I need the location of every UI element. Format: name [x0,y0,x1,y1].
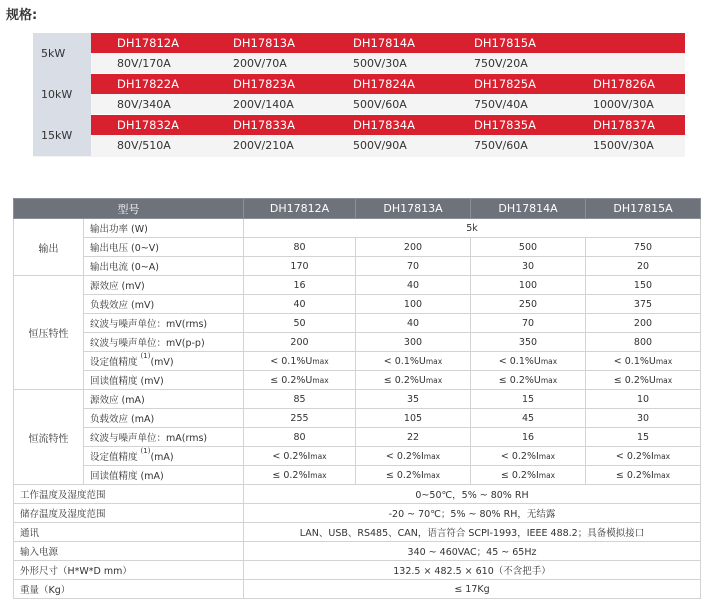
model-rating: 750V/60A [474,139,528,152]
cell-value: 100 [471,276,586,295]
model-rating: 200V/140A [233,98,294,111]
cell-value: 5k [244,219,701,238]
model-name: DH17832A [117,118,179,132]
header-col: DH17815A [586,199,701,219]
cell-value: ≤ 17Kg [244,580,701,599]
table-row [14,238,701,257]
row-label: 通讯 [14,523,244,542]
model-name: DH17833A [233,118,295,132]
header-col: DH17813A [356,199,471,219]
cell-value: 350 [471,333,586,352]
footnote-mark: (1) [140,352,151,360]
cell-value: 15 [586,428,701,447]
model-name: DH17826A [593,77,655,91]
cell-value: < 0.2%Imax [471,447,586,466]
cell-value: 750 [586,238,701,257]
group-cv: 恒压特性 [14,276,84,390]
cell-value: 200 [244,333,356,352]
model-rating: 1500V/30A [593,139,654,152]
row-label: 源效应 (mV) [84,276,244,295]
cell-value: -20 ~ 70℃；5% ~ 80% RH，无结露 [244,504,701,523]
model-rating: 80V/170A [117,57,171,70]
table-row [14,466,701,485]
model-name: DH17815A [474,36,536,50]
matrix-row [33,115,685,156]
spec-heading: 规格: [6,8,38,23]
cell-value: 105 [356,409,471,428]
row-label: 输出电流 (0~A) [84,257,244,276]
cell-value: 10 [586,390,701,409]
cell-value: 80 [244,428,356,447]
table-row [14,371,701,390]
cell-value: < 0.1%Umax [244,352,356,371]
cell-value: 375 [586,295,701,314]
row-label: 输出电压 (0~V) [84,238,244,257]
model-name: DH17814A [353,36,415,50]
cell-value: 170 [244,257,356,276]
cell-value: 250 [471,295,586,314]
row-label: 源效应 (mA) [84,390,244,409]
row-label: 负载效应 (mA) [84,409,244,428]
table-row [14,352,701,371]
cell-value: 16 [244,276,356,295]
cell-value: 800 [586,333,701,352]
model-name: DH17823A [233,77,295,91]
table-row [14,409,701,428]
model-name: DH17813A [233,36,295,50]
cell-value: 150 [586,276,701,295]
model-name: DH17824A [353,77,415,91]
cell-value: < 0.1%Umax [356,352,471,371]
model-rating: 200V/70A [233,57,287,70]
model-rating: 1000V/30A [593,98,654,111]
cell-value: ≤ 0.2%Umax [244,371,356,390]
cell-value: ≤ 0.2%Umax [356,371,471,390]
table-row [14,561,701,580]
cell-value: 70 [356,257,471,276]
matrix-row [33,33,685,74]
model-name: DH17837A [593,118,655,132]
table-row [14,219,701,238]
group-output: 输出 [14,219,84,276]
cell-value: 40 [356,314,471,333]
cell-value: 70 [471,314,586,333]
row-label: 负载效应 (mV) [84,295,244,314]
model-name: DH17812A [117,36,179,50]
cell-value: ≤ 0.2%Imax [586,466,701,485]
cell-value: 0~50℃，5% ~ 80% RH [244,485,701,504]
cell-value: 45 [471,409,586,428]
cell-value: 500 [471,238,586,257]
row-label: 输出功率 (W) [84,219,244,238]
cell-value: 100 [356,295,471,314]
table-row [14,333,701,352]
model-rating: 500V/30A [353,57,407,70]
row-label [84,352,244,371]
header-col: DH17812A [244,199,356,219]
model-rating: 750V/40A [474,98,528,111]
cell-value: ≤ 0.2%Umax [471,371,586,390]
spec-header-row [14,199,701,219]
table-row [14,504,701,523]
row-label: 重量（Kg） [14,580,244,599]
cell-value: 16 [471,428,586,447]
table-row [14,295,701,314]
label-unit: (mV) [150,357,174,368]
cell-value: 200 [356,238,471,257]
table-row [14,447,701,466]
row-label [84,447,244,466]
cell-value: 80 [244,238,356,257]
cell-value: 20 [586,257,701,276]
cell-value: 30 [471,257,586,276]
cell-value: 22 [356,428,471,447]
row-label: 纹波与噪声单位：mA(rms) [84,428,244,447]
row-label: 纹波与噪声单位：mV(p-p) [84,333,244,352]
model-name: DH17834A [353,118,415,132]
row-label: 输入电源 [14,542,244,561]
power-label: 15kW [33,115,91,156]
power-label: 10kW [33,74,91,115]
row-label: 储存温度及湿度范围 [14,504,244,523]
row-label: 纹波与噪声单位：mV(rms) [84,314,244,333]
cell-value: < 0.2%Imax [356,447,471,466]
table-row [14,390,701,409]
cell-value: 300 [356,333,471,352]
cell-value: 15 [471,390,586,409]
label-text: 设定值精度 [90,357,141,368]
header-col: DH17814A [471,199,586,219]
row-label: 外形尺寸（H*W*D mm） [14,561,244,580]
table-row [14,485,701,504]
cell-value: ≤ 0.2%Umax [586,371,701,390]
table-row [14,523,701,542]
cell-value: < 0.2%Imax [586,447,701,466]
cell-value: 255 [244,409,356,428]
model-rating: 750V/20A [474,57,528,70]
cell-value: LAN、USB、RS485、CAN，语言符合 SCPI-1993，IEEE 488.2；具备模拟接口 [244,523,701,542]
label-unit: (mA) [150,452,174,463]
spec-table [13,198,701,599]
cell-value: < 0.2%Imax [244,447,356,466]
cell-value: < 0.1%Umax [471,352,586,371]
footnote-mark: (1) [140,447,151,455]
cell-value: 30 [586,409,701,428]
row-label: 回读值精度 (mA) [84,466,244,485]
header-model: 型号 [14,199,244,219]
table-row [14,428,701,447]
cell-value: 85 [244,390,356,409]
cell-value: 50 [244,314,356,333]
cell-value: 35 [356,390,471,409]
group-cc: 恒流特性 [14,390,84,485]
matrix-row [33,74,685,115]
model-name: DH17835A [474,118,536,132]
model-name: DH17822A [117,77,179,91]
table-row [14,580,701,599]
label-text: 设定值精度 [90,452,141,463]
table-row [14,276,701,295]
cell-value: 40 [356,276,471,295]
cell-value: 340 ~ 460VAC；45 ~ 65Hz [244,542,701,561]
table-row [14,542,701,561]
model-rating: 80V/510A [117,139,171,152]
power-label: 5kW [33,33,91,74]
cell-value: 200 [586,314,701,333]
model-rating: 200V/210A [233,139,294,152]
cell-value: ≤ 0.2%Imax [244,466,356,485]
row-label: 回读值精度 (mV) [84,371,244,390]
cell-value: ≤ 0.2%Imax [356,466,471,485]
model-rating: 500V/90A [353,139,407,152]
cell-value: 132.5 × 482.5 × 610（不含把手） [244,561,701,580]
table-row [14,314,701,333]
model-rating: 80V/340A [117,98,171,111]
model-name: DH17825A [474,77,536,91]
cell-value: 40 [244,295,356,314]
cell-value: ≤ 0.2%Imax [471,466,586,485]
cell-value: < 0.1%Umax [586,352,701,371]
table-row [14,257,701,276]
model-rating: 500V/60A [353,98,407,111]
row-label: 工作温度及湿度范围 [14,485,244,504]
model-matrix [33,33,685,157]
